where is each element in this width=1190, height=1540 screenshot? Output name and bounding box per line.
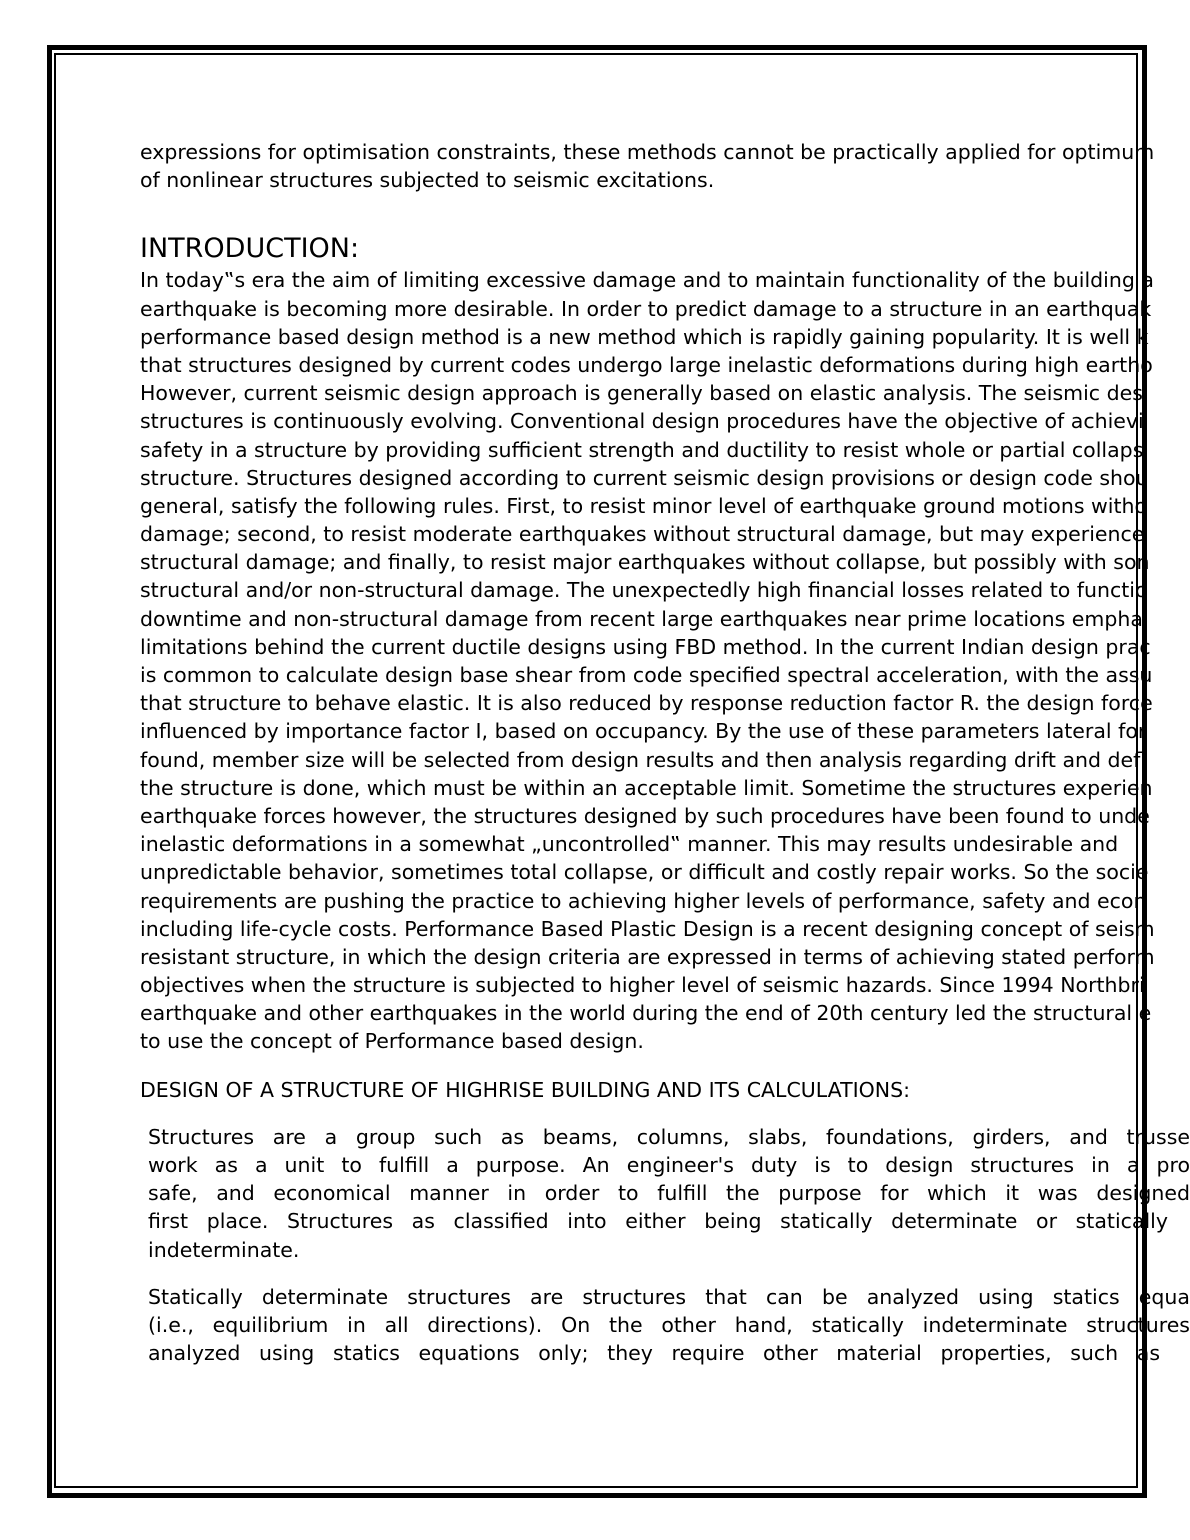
paragraph-line: safety in a structure by providing sufficient strength and ductility to resist whole or partial collaps — [140, 437, 1144, 462]
paragraph-line: damage; second, to resist moderate earthquakes without structural damage, but may experience — [140, 522, 1145, 547]
paragraph-line: found, member size will be selected from design results and then analysis regarding drift and defl — [140, 747, 1147, 772]
paragraph-line: objectives when the structure is subjected to higher level of seismic hazards. Since 1994 Northbri — [140, 973, 1145, 998]
fragment-line: expressions for optimisation constraints, these methods cannot be practically applied for optimum — [140, 140, 1155, 164]
paragraph-line: that structure to behave elastic. It is also reduced by response reduction factor R. the design force — [140, 691, 1153, 716]
paragraph-line: earthquake and other earthquakes in the world during the end of 20th century led the structural e — [140, 1001, 1152, 1026]
design-section-heading: DESIGN OF A STRUCTURE OF HIGHRISE BUILDING AND ITS CALCULATIONS: — [140, 1077, 911, 1102]
paragraph-line: indeterminate. — [148, 1237, 300, 1262]
paragraph-line: structures is continuously evolving. Conventional design procedures have the objective of achievi — [140, 409, 1144, 434]
paragraph-line: analyzed using statics equations only; they require other material properties, such as — [148, 1341, 1160, 1366]
paragraph-line: to use the concept of Performance based design. — [140, 1029, 644, 1054]
paragraph-line: inelastic deformations in a somewhat „uncontrolled‟ manner. This may results undesirable and — [140, 832, 1119, 857]
paragraph-line: (i.e., equilibrium in all directions). On the other hand, statically indeterminate structures — [148, 1312, 1190, 1337]
paragraph-line: structural and/or non-structural damage. The unexpectedly high financial losses related to functio — [140, 578, 1148, 603]
paragraph-line: resistant structure, in which the design criteria are expressed in terms of achieving stated perform — [140, 944, 1155, 969]
paragraph-line: structure. Structures designed according to current seismic design provisions or design code shou — [140, 465, 1149, 490]
introduction-heading: INTRODUCTION: — [140, 233, 360, 265]
paragraph-line: the structure is done, which must be within an acceptable limit. Sometime the structures experien — [140, 775, 1153, 800]
paragraph-line: Statically determinate structures are structures that can be analyzed using statics equa — [148, 1284, 1190, 1309]
paragraph-line: structural damage; and finally, to resist major earthquakes without collapse, but possibly with son — [140, 550, 1150, 575]
document-body — [140, 138, 1190, 1367]
paragraph-line: requirements are pushing the practice to achieving higher levels of performance, safety and econ — [140, 888, 1147, 913]
paragraph-line: earthquake is becoming more desirable. In order to predict damage to a structure in an earthquak — [140, 296, 1152, 321]
paragraph-line: limitations behind the current ductile designs using FBD method. In the current Indian design prac — [140, 634, 1151, 659]
statically-determinate-paragraph — [140, 1283, 1190, 1368]
paragraph-line: work as a unit to fulfill a purpose. An engineer's duty is to design structures in a pro — [148, 1153, 1190, 1177]
paragraph-line: including life-cycle costs. Performance Based Plastic Design is a recent designing concept of seism — [140, 916, 1155, 941]
paragraph-line: unpredictable behavior, sometimes total collapse, or difficult and costly repair works. So the socie — [140, 860, 1149, 885]
paragraph-line: earthquake forces however, the structures designed by such procedures have been found to unde — [140, 803, 1150, 828]
paragraph-line: general, satisfy the following rules. First, to resist minor level of earthquake ground motions witho — [140, 493, 1148, 518]
introduction-paragraph — [140, 266, 1190, 1055]
fragment-line: of nonlinear structures subjected to seismic excitations. — [140, 168, 715, 193]
structures-paragraph — [140, 1123, 1190, 1264]
paragraph-line: However, current seismic design approach is generally based on elastic analysis. The seismic des — [140, 381, 1143, 406]
paragraph-line: that structures designed by current codes undergo large inelastic deformations during high eartho — [140, 352, 1153, 377]
paragraph-line: is common to calculate design base shear from code specified spectral acceleration, with the assu — [140, 663, 1153, 687]
paragraph-line: In today‟s era the aim of limiting excessive damage and to maintain functionality of the building a — [140, 268, 1154, 293]
paragraph-line: Structures are a group such as beams, columns, slabs, foundations, girders, and trusse — [148, 1124, 1190, 1149]
paragraph-line: downtime and non-structural damage from recent large earthquakes near prime locations empha — [140, 606, 1143, 631]
paragraph-line: influenced by importance factor I, based on occupancy. By the use of these parameters lateral for — [140, 719, 1147, 744]
paragraph-line: performance based design method is a new method which is rapidly gaining popularity. It is well k — [140, 324, 1149, 349]
paragraph-line: first place. Structures as classified into either being statically determinate or statically — [148, 1209, 1168, 1234]
paragraph-line: safe, and economical manner in order to fulfill the purpose for which it was designed — [148, 1181, 1190, 1206]
